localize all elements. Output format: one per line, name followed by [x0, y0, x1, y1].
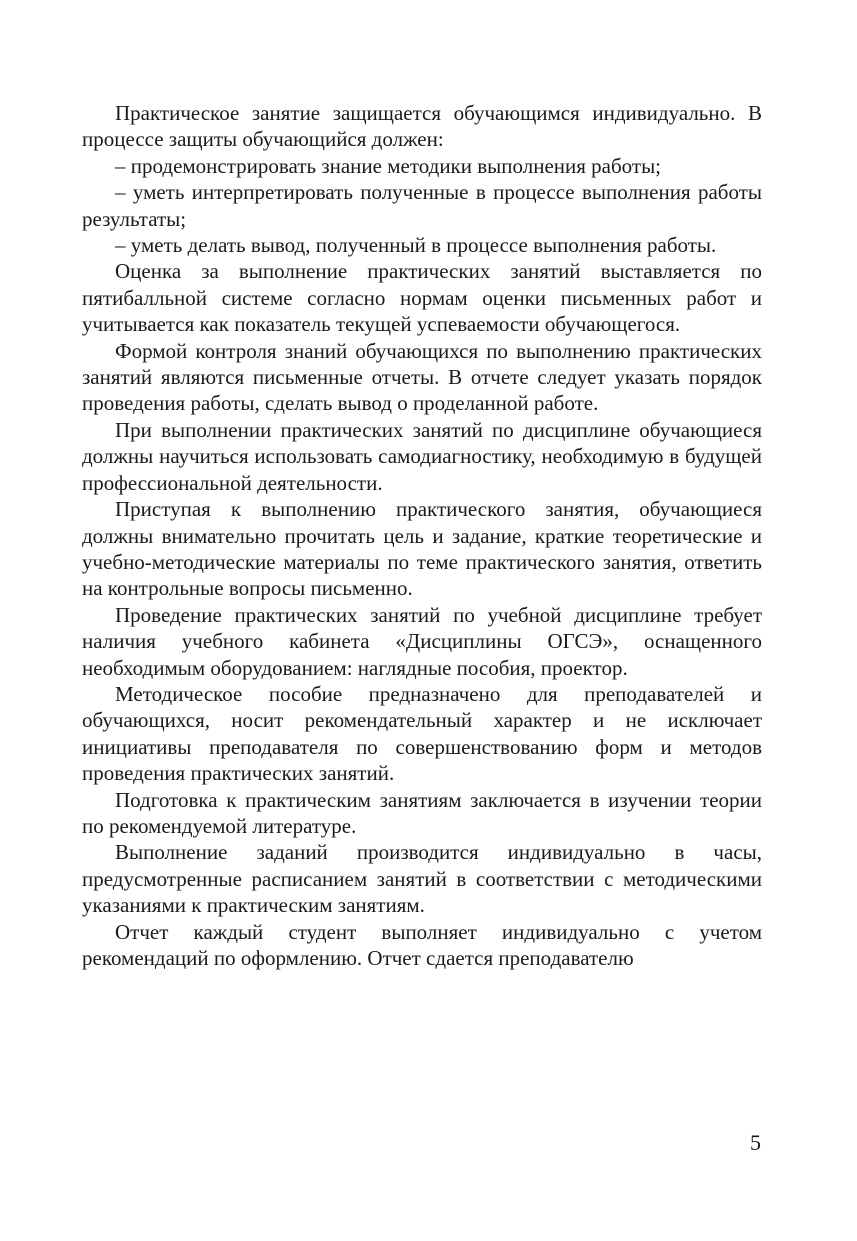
bullet-demonstrate-methodology: – продемонстрировать знание методики выполнения работы; [115, 153, 662, 178]
page-body [82, 100, 762, 971]
paragraph-control-form: Формой контроля знаний обучающихся по выполнению практических занятий являются письменные отчеты. В отчете следует указать порядок проведения работы, сделать вывод о проделанной работе. [82, 338, 762, 416]
bullet-interpret-results: – уметь интерпретировать полученные в процессе выполнения работы результаты; [82, 180, 762, 231]
bullet-draw-conclusion: – уметь делать вывод, полученный в процессе выполнения работы. [115, 233, 717, 258]
paragraph-self-diagnostics: При выполнении практических занятий по дисциплине обучающиеся должны научиться использовать самодиагностику, необходимую в будущей профессиональной деятельности. [82, 417, 762, 495]
paragraph-report: Отчет каждый студент выполняет индивидуально с учетом рекомендаций по оформлению. Отчет сдается преподавателю [82, 919, 762, 970]
paragraph-task-execution: Выполнение заданий производится индивидуально в часы, предусмотренные расписанием занятий в соответствии с методическими указаниями к практическим занятиям. [82, 840, 762, 918]
paragraph-manual-purpose: Методическое пособие предназначено для преподавателей и обучающихся, носит рекомендательный характер и не исключает инициативы преподавателя по совершенствованию форм и методов проведения практических занятий. [82, 681, 762, 786]
paragraph-defense-intro: Практическое занятие защищается обучающимся индивидуально. В процессе защиты обучающийся должен: [82, 101, 762, 152]
paragraph-classroom-requirements: Проведение практических занятий по учебной дисциплине требует наличия учебного кабинета «Дисциплины ОГСЭ», оснащенного необходимым оборудованием: наглядные пособия, проектор. [82, 602, 762, 680]
page-number: 5 [750, 1130, 761, 1155]
paragraph-getting-started: Приступая к выполнению практического занятия, обучающиеся должны внимательно прочитать цель и задание, краткие теоретические и учебно-методические материалы по теме практического занятия, ответить на контрольные вопросы письменно. [82, 497, 762, 601]
paragraph-preparation: Подготовка к практическим занятиям заключается в изучении теории по рекомендуемой литературе. [82, 787, 762, 838]
paragraph-grading: Оценка за выполнение практических занятий выставляется по пятибалльной системе согласно нормам оценки письменных работ и учитывается как показатель текущей успеваемости обучающегося. [82, 259, 762, 337]
